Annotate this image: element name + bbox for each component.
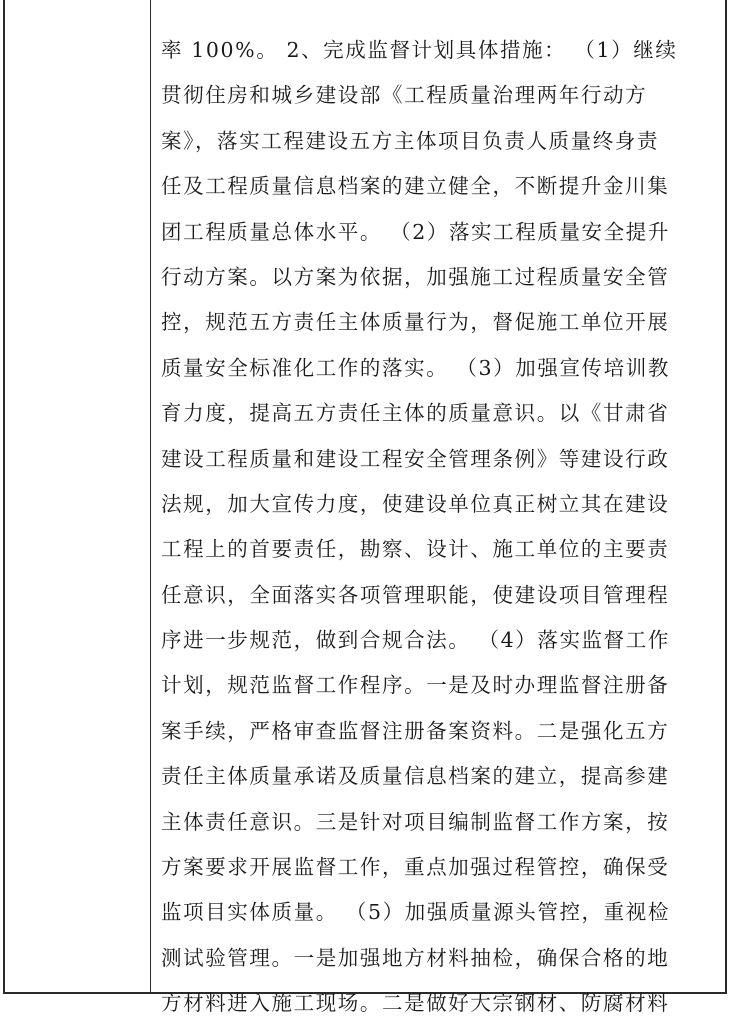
- text-line: 责任主体质量承诺及质量信息档案的建立，提高参建: [161, 764, 670, 789]
- text-line: 建设工程质量和建设工程安全管理条例》等建设行政: [161, 446, 670, 471]
- text-line: 质量安全标准化工作的落实。 （3）加强宣传培训教: [161, 355, 670, 380]
- text-line: 控，规范五方责任主体质量行为，督促施工单位开展: [161, 310, 670, 335]
- text-line: 率 100%。 2、完成监督计划具体措施： （1）继续: [161, 38, 678, 62]
- table-content-column: [151, 0, 725, 1016]
- text-line: 主体责任意识。三是针对项目编制监督工作方案，按: [161, 809, 670, 834]
- text-line: 法规，加大宣传力度，使建设单位真正树立其在建设: [161, 491, 670, 516]
- text-line: 贯彻住房和城乡建设部《工程质量治理两年行动方: [161, 83, 648, 108]
- text-line: 任意识，全面落实各项管理职能，使建设项目管理程: [161, 582, 670, 607]
- text-line: 计划，规范监督工作程序。一是及时办理监督注册备: [161, 673, 670, 698]
- text-line: 育力度，提高五方责任主体的质量意识。以《甘肃省: [161, 401, 670, 426]
- document-table: [3, 0, 727, 1016]
- text-line: 方材料进入施工现场。二是做好大宗钢材、防腐材料: [161, 991, 670, 1016]
- text-line: 行动方案。以方案为依据，加强施工过程质量安全管: [161, 264, 670, 289]
- text-line: 团工程质量总体水平。 （2）落实工程质量安全提升: [161, 219, 670, 244]
- text-line: 工程上的首要责任，勘察、设计、施工单位的主要责: [161, 537, 670, 562]
- text-line: 任及工程质量信息档案的建立健全，不断提升金川集: [161, 174, 670, 199]
- text-line: 监项目实体质量。 （5）加强质量源头管控，重视检: [161, 900, 670, 925]
- text-line: 案》，落实工程建设五方主体项目负责人质量终身责: [161, 128, 660, 153]
- text-line: 案手续，严格审查监督注册备案资料。二是强化五方: [161, 718, 670, 743]
- text-line: 序进一步规范，做到合规合法。 （4）落实监督工作: [161, 628, 670, 653]
- text-line: 测试验管理。一是加强地方材料抽检，确保合格的地: [161, 945, 670, 970]
- text-line: 方案要求开展监督工作，重点加强过程管控，确保受: [161, 855, 670, 880]
- table-label-column: [5, 0, 151, 992]
